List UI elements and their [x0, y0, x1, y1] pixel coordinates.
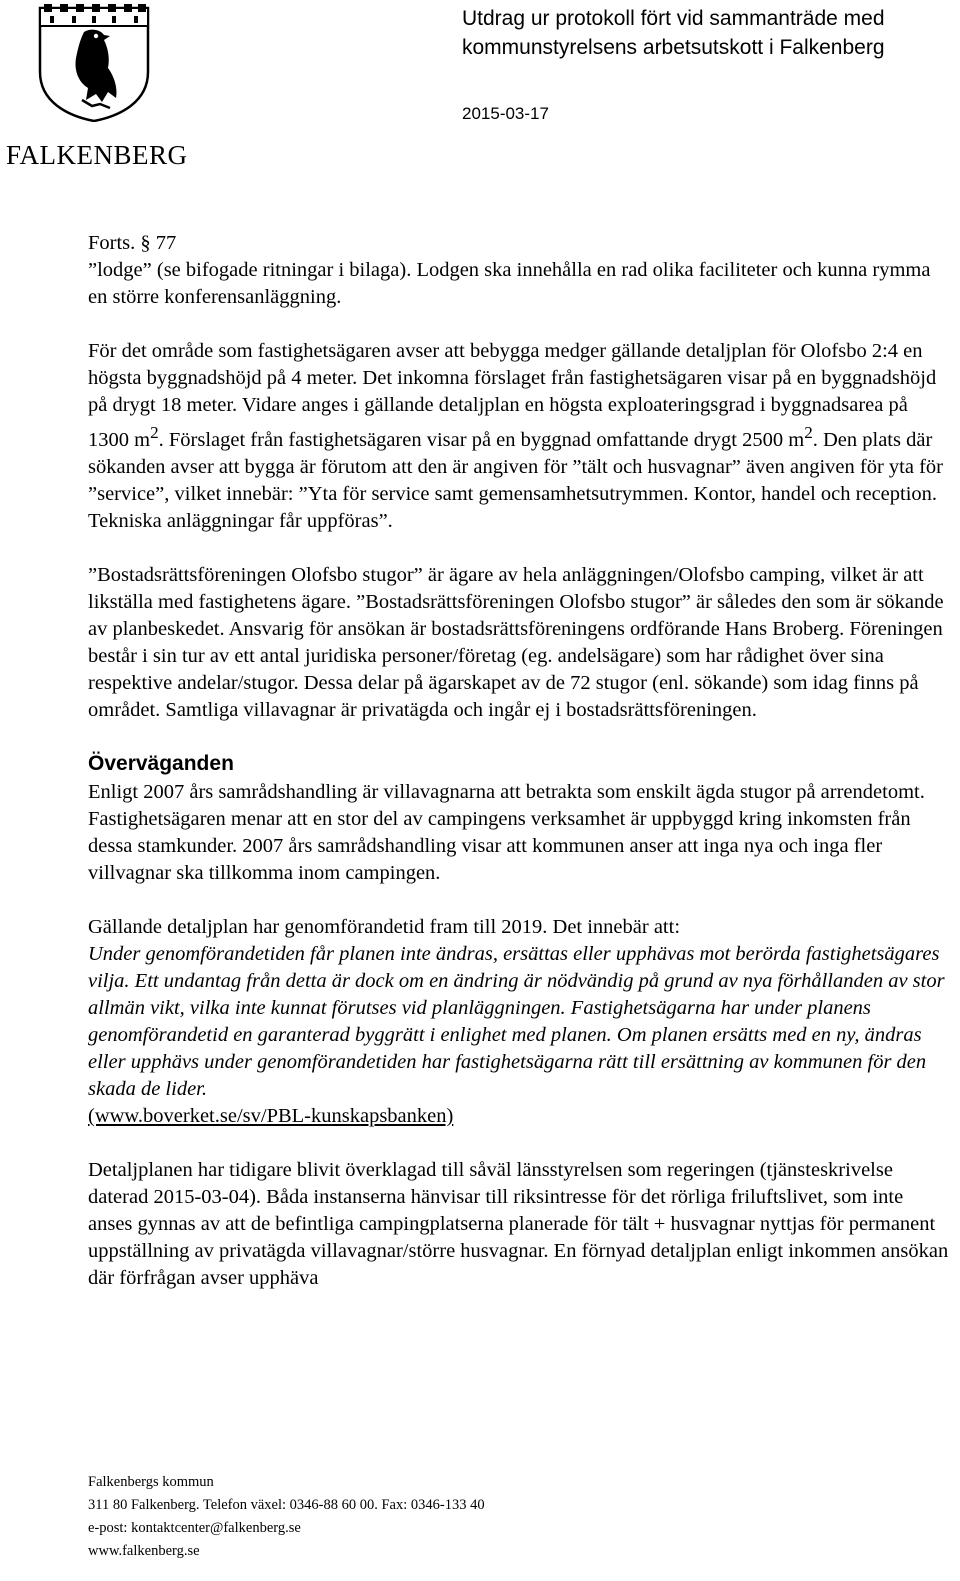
paragraph-overklagad: Detaljplanen har tidigare blivit överklagad till såväl länsstyrelsen som regeringen (tjänsteskrivelse daterad 2015-03-04). Båda instanserna hänvisar till riksintresse för det rörliga friluftslivet, som inte anses gynnas av att de befintliga campingplatserna planerade för tält + husvagnar nyttjas för permanent uppställning av privatägda villavagnar/större husvagnar. En förnyad detaljplan enligt inkommen ansökan där förfrågan avser upphäva	[88, 1158, 949, 1289]
paragraph-bostadsrattsforening: ”Bostadsrättsföreningen Olofsbo stugor” är ägare av hela anläggningen/Olofsbo camping, vilket är att likställa med fastighetens ägare. ”Bostadsrättsföreningen Olofsbo stugor” är således den som är sökande av planbeskedet. Ansvarig för ansökan är bostadsrättsföreningens ordförande Hans Broberg. Föreningen består i sin tur av ett antal juridiska personer/företag (eg. andelsägare) som har rådighet över sina respektive andelar/stugor. Dessa delar på ägarskapet av de 72 stugor (enl. sökande) som idag finns på området. Samtliga villavagnar är privatägda och ingår ej i bostadsrättsföreningen.	[88, 563, 944, 721]
paragraph-lodge: ”lodge” (se bifogade ritningar i bilaga). Lodgen ska innehålla en rad olika faciliteter och kunna rymma en större konferensanläggning.	[88, 259, 931, 308]
paragraph-detaljplan-text-a: För det område som fastighetsägaren avser att bebygga medger gällande detaljplan för Olofsbo 2:4 en högsta byggnadshöjd på 4 meter. Det inkomna förslaget från fastighetsägaren visar på en byggnadshöjd på drygt 18 meter. Vidare anges i gällande detaljplan en högsta exploateringsgrad i byggnadsarea på 1300 m	[88, 340, 937, 451]
paragraph-detaljplan-text-b: . Förslaget från fastighetsägaren visar på en byggnad omfattande drygt 2500 m	[158, 428, 805, 451]
title-line-1: Utdrag ur protokoll fört vid sammanträde med	[462, 7, 885, 30]
document-body	[88, 230, 950, 1292]
paragraph-detaljplan	[88, 338, 950, 535]
boverket-link[interactable]: (www.boverket.se/sv/PBL-kunskapsbanken)	[88, 1104, 454, 1127]
footer-website[interactable]: www.falkenberg.se	[88, 1543, 200, 1559]
title-line-2: kommunstyrelsens arbetsutskott i Falkenberg	[462, 36, 885, 59]
footer-address: 311 80 Falkenberg. Telefon växel: 0346-88 60 00. Fax: 0346-133 40	[88, 1497, 485, 1513]
footer-org: Falkenbergs kommun	[88, 1474, 214, 1490]
quote-boverket: Under genomförandetiden får planen inte ändras, ersättas eller upphävas mot berörda fastighetsägares vilja. Ett undantag från detta är dock om en ändring är nödvändig på grund av nya förhållanden av stor allmän vikt, vilka inte kunnat förutses vid planläggningen. Fastighetsägarna har under planens genomförandetid en garanterad byggrätt i enlighet med planen. Om planen ersätts med en ny, ändras eller upphävs under genomförandetiden har fastighetsägarna rätt till ersättning av kommunen för den skada de lider.	[88, 942, 945, 1100]
falcon-coat-of-arms-icon	[34, 2, 154, 122]
section-continuation-label: Forts. § 77	[88, 232, 177, 254]
paragraph-genomforandetid-intro: Gällande detaljplan har genomförandetid fram till 2019. Det innebär att:	[88, 915, 681, 938]
paragraph-detaljplan-text-c: . Den plats där sökanden avser att bygga är förutom att den är angiven för ”tält och husvagnar” även angiven för yta för ”service”, vilket innebär: ”Yta för service samt gemensamhetsutrymmen. Kontor, handel och reception. Tekniska anläggningar får uppföras”.	[88, 428, 943, 532]
superscript-2: 2	[150, 423, 159, 442]
logo-wordmark: FALKENBERG	[6, 140, 188, 170]
superscript-2: 2	[804, 423, 813, 442]
document-title	[462, 4, 885, 62]
meeting-date: 2015-03-17	[462, 104, 549, 123]
footer-email[interactable]: e-post: kontaktcenter@falkenberg.se	[88, 1520, 301, 1536]
page-footer	[88, 1471, 485, 1563]
paragraph-samradshandling: Enligt 2007 års samrådshandling är villavagnarna att betrakta som enskilt ägda stugor på arrendetomt. Fastighetsägaren menar att en stor del av campingens verksamhet är uppbyggd kring inkomsten från dessa stamkunder. 2007 års samrådshandling visar att kommunen anser att inga nya och inga fler villvagnar ska tillkomma inom campingen.	[88, 780, 925, 884]
section-heading-overvaganden: Överväganden	[88, 751, 234, 775]
